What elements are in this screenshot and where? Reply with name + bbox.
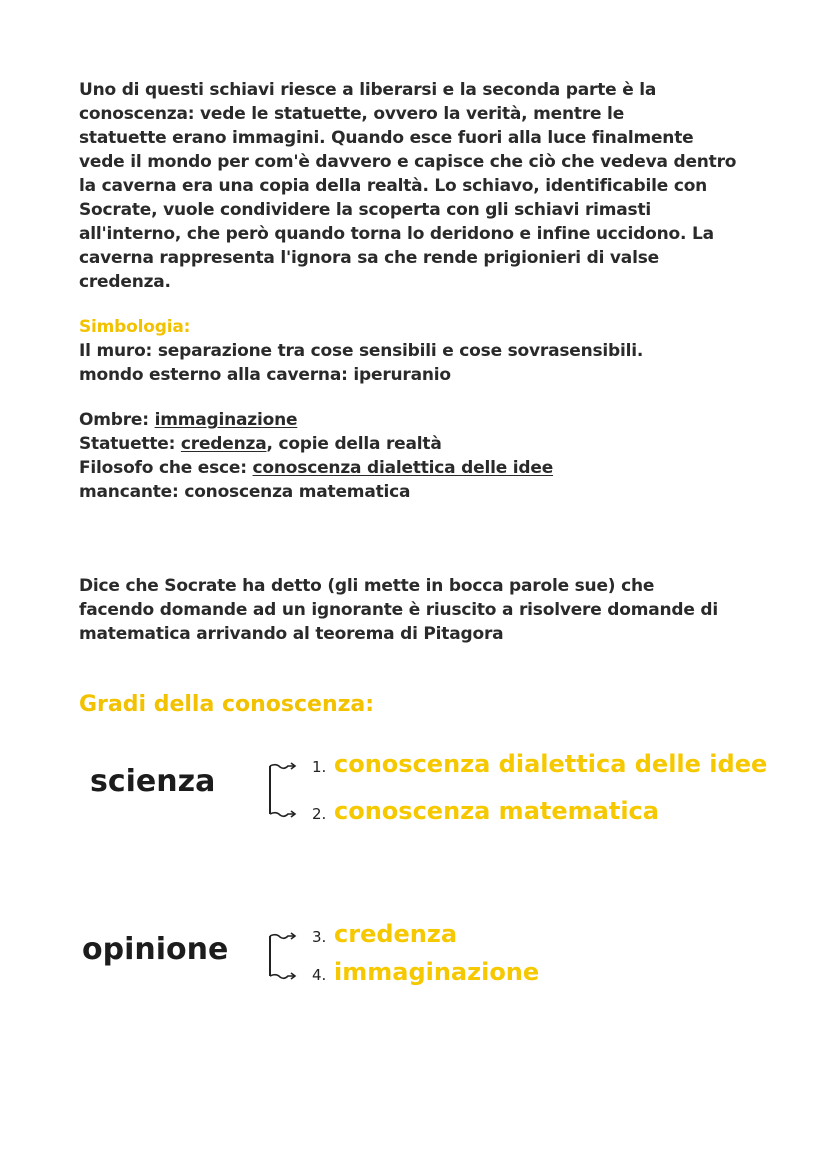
grado-item bbox=[312, 920, 457, 948]
intro-line: all'interno, che però quando torna lo deridono e infine uccidono. La bbox=[79, 224, 714, 244]
simbologia-line: mondo esterno alla caverna: iperuranio bbox=[79, 365, 451, 385]
intro-line: caverna rappresenta l'ignora sa che rende prigionieri di valse bbox=[79, 248, 659, 268]
grado-number: 2. bbox=[312, 805, 327, 823]
symbol-filosofo bbox=[79, 456, 759, 480]
symbol-statuette bbox=[79, 432, 759, 456]
grado-item bbox=[312, 750, 767, 778]
symbol-label: Filosofo che esce: bbox=[79, 458, 253, 478]
symbol-value: credenza bbox=[180, 434, 267, 454]
grado-text: immaginazione bbox=[334, 958, 540, 986]
intro-line: Socrate, vuole condividere la scoperta con gli schiavi rimasti bbox=[79, 200, 652, 220]
opinione-label: opinione bbox=[82, 932, 229, 967]
grado-text: conoscenza matematica bbox=[334, 797, 659, 825]
symbols-list bbox=[79, 408, 759, 504]
socrate-paragraph bbox=[79, 574, 759, 646]
grado-text: credenza bbox=[334, 920, 458, 948]
grado-item bbox=[312, 958, 539, 986]
grado-text: conoscenza dialettica delle idee bbox=[334, 750, 768, 778]
symbol-value: immaginazione bbox=[154, 410, 298, 430]
simbologia-heading: Simbologia: bbox=[79, 317, 191, 337]
intro-line: la caverna era una copia della realtà. Lo schiavo, identificabile con bbox=[79, 176, 708, 196]
socrate-line: matematica arrivando al teorema di Pitagora bbox=[79, 624, 504, 644]
intro-line: statuette erano immagini. Quando esce fuori alla luce finalmente bbox=[79, 128, 694, 148]
gradi-title: Gradi della conoscenza: bbox=[79, 692, 375, 717]
symbol-mancante: mancante: conoscenza matematica bbox=[79, 482, 411, 502]
intro-line: vede il mondo per com'è davvero e capisce che ciò che vedeva dentro bbox=[79, 152, 737, 172]
symbol-rest: , copie della realtà bbox=[266, 434, 442, 454]
scienza-label: scienza bbox=[90, 764, 216, 799]
intro-line: credenza. bbox=[79, 272, 171, 292]
grado-number: 1. bbox=[312, 758, 327, 776]
socrate-line: Dice che Socrate ha detto (gli mette in bocca parole sue) che bbox=[79, 576, 655, 596]
symbol-value: conoscenza dialettica delle idee bbox=[252, 458, 554, 478]
grado-item bbox=[312, 797, 659, 825]
symbol-ombre bbox=[79, 408, 759, 432]
intro-line: conoscenza: vede le statuette, ovvero la verità, mentre le bbox=[79, 104, 625, 124]
bracket-arrow-icon bbox=[266, 760, 300, 820]
grado-number: 4. bbox=[312, 966, 327, 984]
intro-paragraph bbox=[79, 78, 759, 294]
symbol-label: Ombre: bbox=[79, 410, 155, 430]
simbologia-line: Il muro: separazione tra cose sensibili e cose sovrasensibili. bbox=[79, 341, 644, 361]
intro-line: Uno di questi schiavi riesce a liberarsi e la seconda parte è la bbox=[79, 80, 657, 100]
bracket-arrow-icon bbox=[266, 930, 300, 982]
symbol-label: Statuette: bbox=[79, 434, 181, 454]
socrate-line: facendo domande ad un ignorante è riuscito a risolvere domande di bbox=[79, 600, 719, 620]
simbologia-section bbox=[79, 315, 759, 387]
grado-number: 3. bbox=[312, 928, 327, 946]
